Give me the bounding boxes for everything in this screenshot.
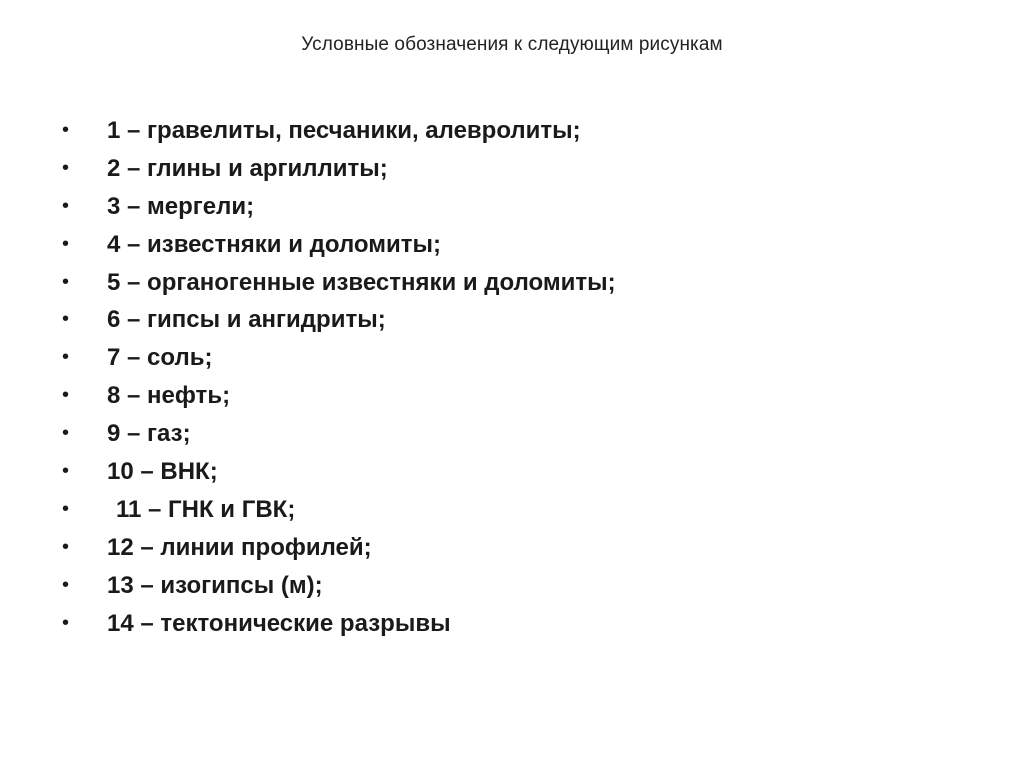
- slide-title: Условные обозначения к следующим рисункам: [301, 34, 723, 55]
- bullet-icon: •: [62, 119, 70, 141]
- bullet-icon: •: [62, 194, 70, 217]
- bullet-icon: •: [62, 535, 70, 558]
- bullet-icon: •: [62, 346, 70, 369]
- bullet-icon: •: [62, 611, 70, 634]
- bullet-icon: •: [62, 573, 70, 596]
- legend-item-text: 8 – нефть;: [107, 382, 231, 410]
- legend-item-text: 6 – гипсы и ангидриты;: [107, 306, 386, 334]
- bullet-icon: •: [62, 422, 70, 445]
- legend-item-text: 10 – ВНК;: [107, 458, 218, 486]
- bullet-icon: •: [62, 460, 70, 483]
- legend-item-text: 4 – известняки и доломиты;: [107, 230, 441, 258]
- bullet-icon: •: [62, 270, 70, 293]
- bullet-icon: •: [62, 232, 70, 255]
- legend-item-text: 5 – органогенные известняки и доломиты;: [107, 268, 616, 296]
- legend-item-text: 2 – глины и аргиллиты;: [107, 154, 388, 182]
- bullet-icon: •: [62, 156, 70, 179]
- legend-item-text: 13 – изогипсы (м);: [107, 571, 323, 599]
- legend-item-text: 9 – газ;: [107, 420, 191, 448]
- bullet-icon: •: [62, 384, 70, 407]
- bullet-icon: •: [62, 308, 70, 331]
- legend-item-text: 7 – соль;: [107, 344, 213, 372]
- bullet-icon: •: [62, 497, 70, 520]
- legend-item-text: 12 – линии профилей;: [107, 533, 372, 561]
- legend-item-text: 11 – ГНК и ГВК;: [116, 495, 296, 523]
- legend-item-text: 14 – тектонические разрывы: [107, 609, 451, 637]
- legend-item-text: 3 – мергели;: [107, 192, 255, 220]
- legend-item-text: 1 – гравелиты, песчаники, алевролиты;: [107, 117, 581, 144]
